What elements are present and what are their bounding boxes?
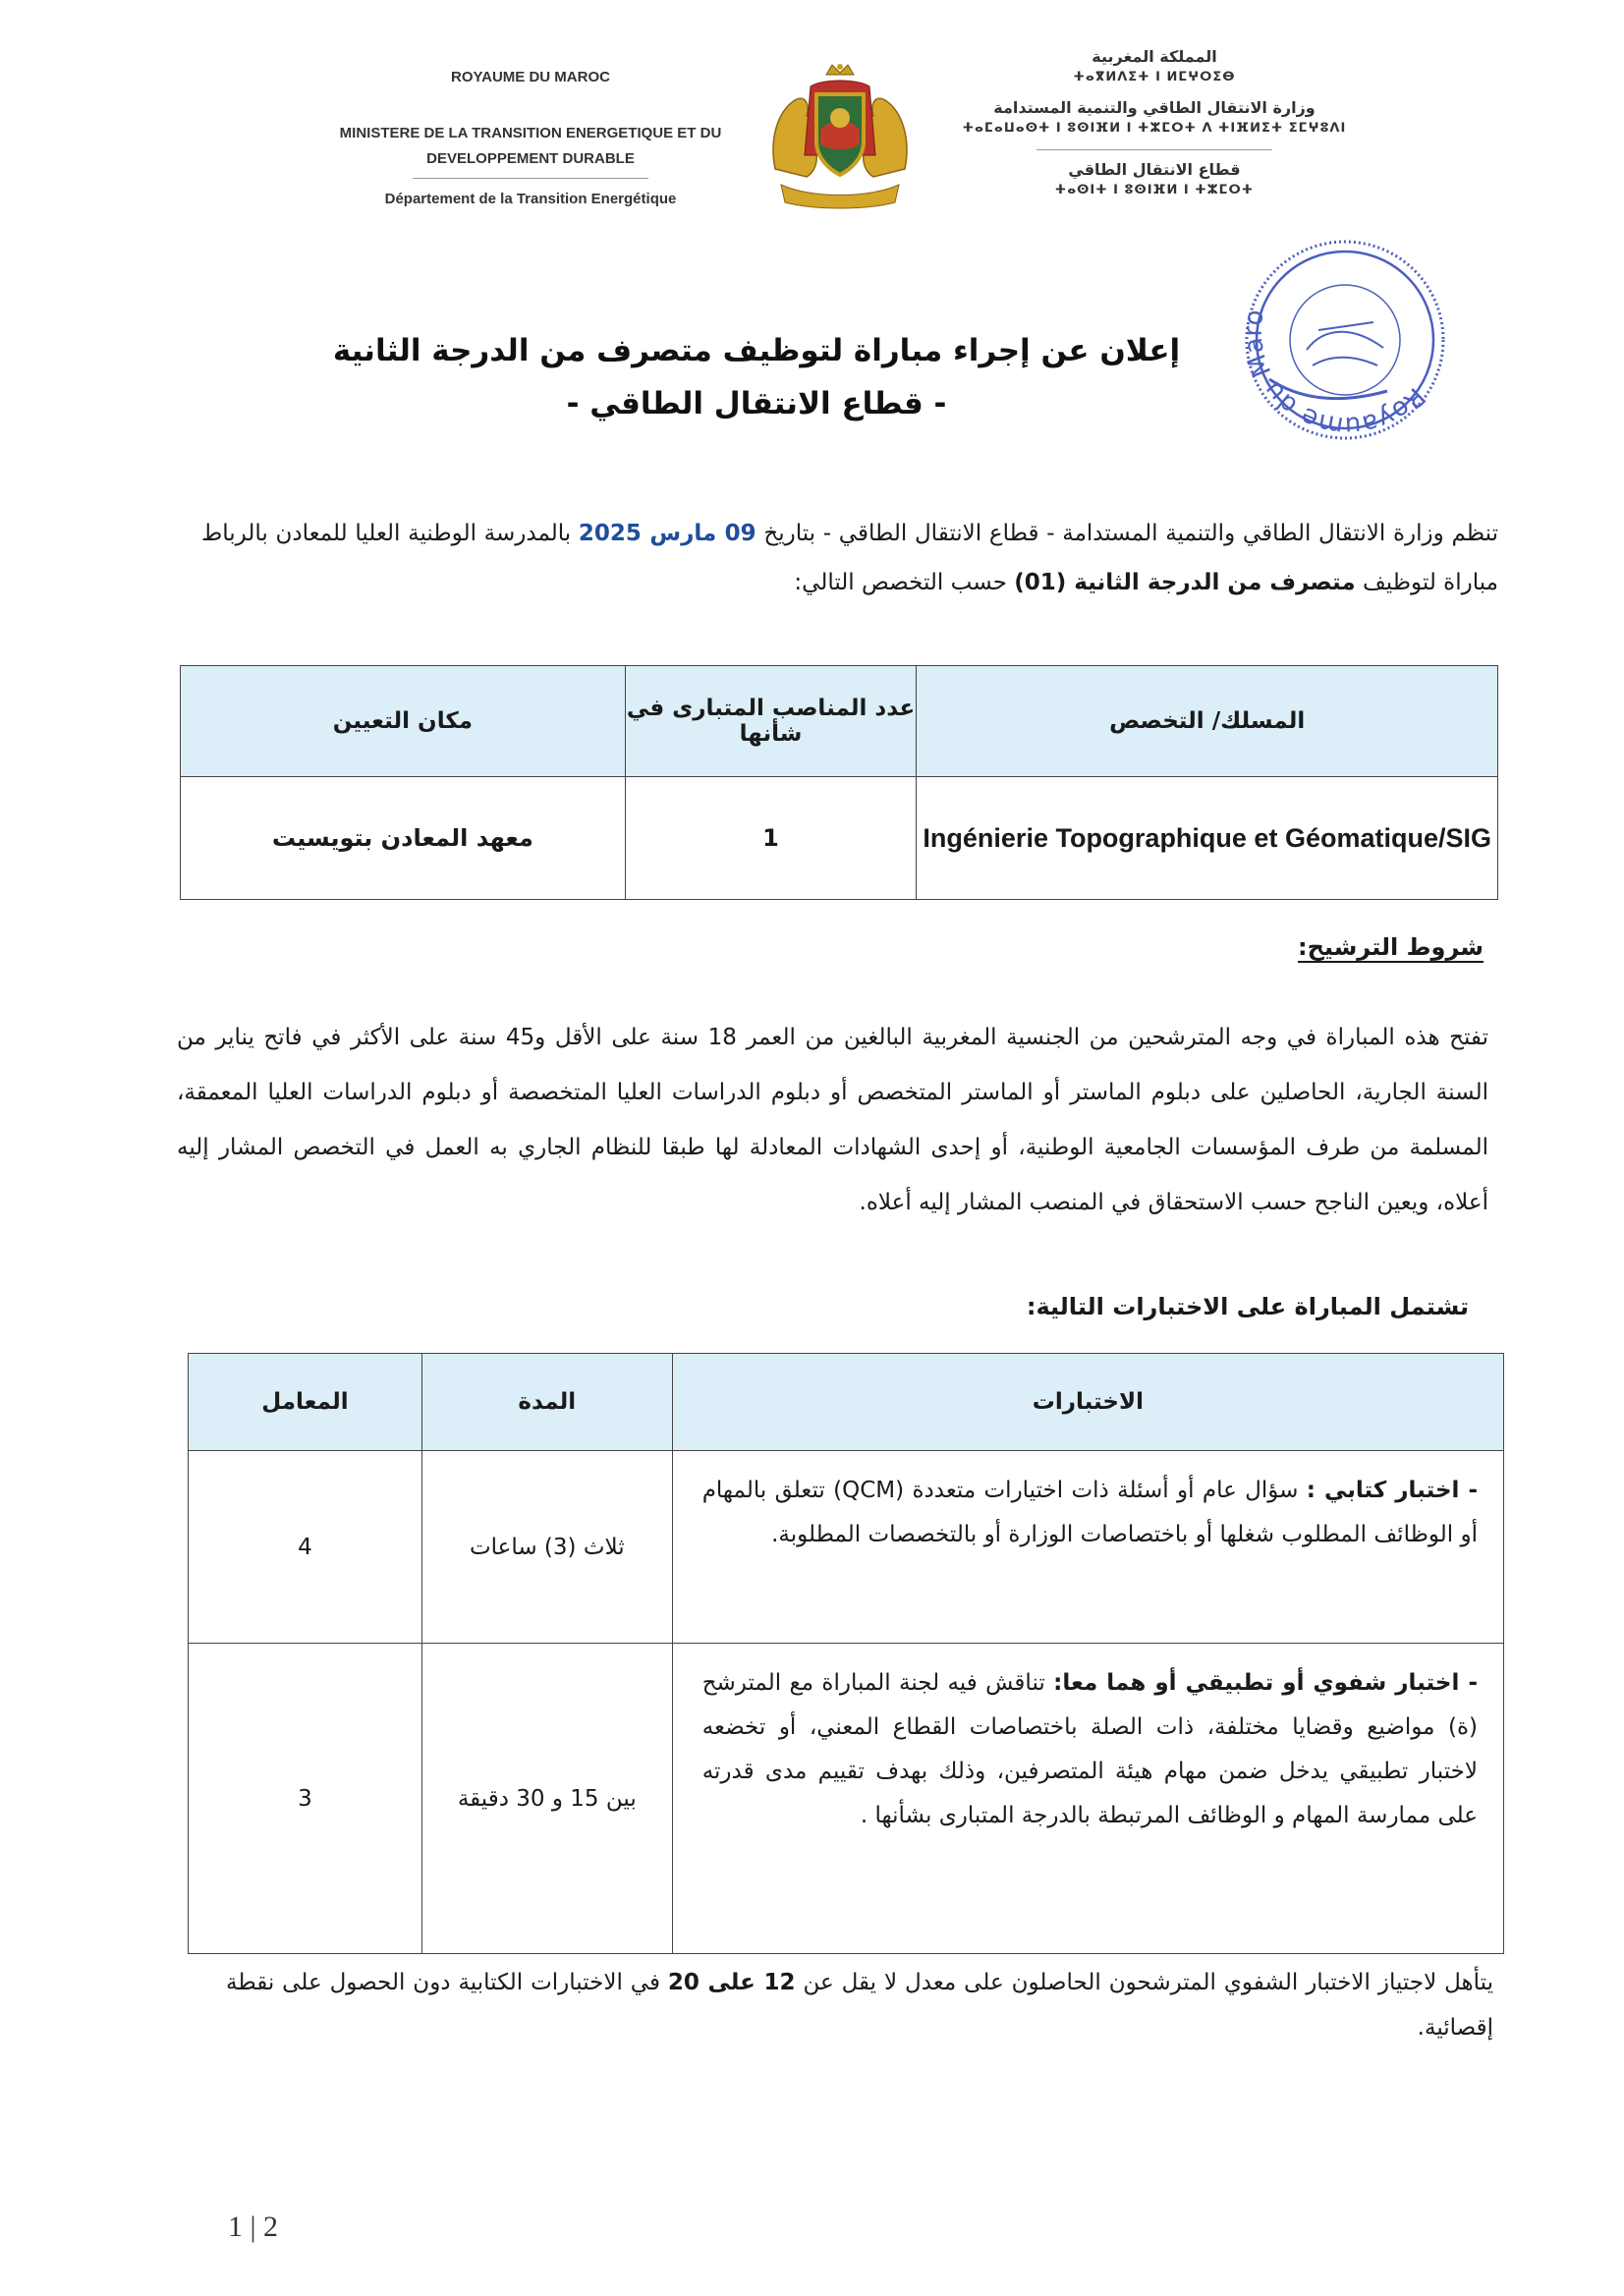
table-row xyxy=(189,1644,1504,1954)
intro-paragraph xyxy=(201,509,1498,607)
test-description-cell xyxy=(672,1451,1503,1644)
page-number: 1 | 2 xyxy=(228,2211,279,2243)
announcement-title xyxy=(295,324,1218,430)
test-name: - اختبار كتابي : xyxy=(1306,1478,1478,1503)
positions-table xyxy=(180,665,1498,900)
note-text-2: في الاختبارات الكتابية دون الحصول على نقطة إقصائية. xyxy=(226,1970,1493,2041)
duration-cell: بين 15 و 30 دقيقة xyxy=(421,1644,672,1954)
country-name-ar: المملكة المغربية xyxy=(1092,47,1217,66)
tests-table xyxy=(188,1353,1504,1954)
note-text-1: يتأهل لاجتياز الاختبار الشفوي المترشحون الحاصلون على معدل لا يقل عن xyxy=(795,1970,1494,1995)
tests-heading: تشتمل المباراة على الاختبارات التالية: xyxy=(1026,1293,1469,1320)
header-tests: الاختبارات xyxy=(672,1354,1503,1451)
location-cell: معهد المعادن بتويسيت xyxy=(181,777,626,900)
minimum-score: 12 على 20 xyxy=(667,1970,796,1995)
test-name: - اختبار شفوي أو تطبيقي أو هما معا: xyxy=(1053,1670,1478,1696)
test-description: سؤال عام أو أسئلة ذات اختيارات متعددة (QCM) تتعلق بالمهام أو الوظائف المطلوب شغلها أو باختصاصات الوزارة أو بالتخصصات المطلوبة. xyxy=(701,1478,1478,1547)
title-line-1: إعلان عن إجراء مباراة لتوظيف متصرف من الدرجة الثانية xyxy=(332,333,1181,368)
coefficient-cell: 4 xyxy=(189,1451,422,1644)
title-line-2: - قطاع الانتقال الطاقي - xyxy=(566,386,947,421)
header-location: مكان التعيين xyxy=(181,666,626,777)
count-cell: 1 xyxy=(625,777,917,900)
conditions-heading: شروط الترشيح: xyxy=(1298,933,1484,961)
intro-text-1: تنظم وزارة الانتقال الطاقي والتنمية المستدامة - قطاع الانتقال الطاقي - بتاريخ xyxy=(756,521,1498,546)
header-coefficient: المعامل xyxy=(189,1354,422,1451)
table-header-row xyxy=(189,1354,1504,1451)
table-row xyxy=(181,777,1498,900)
country-name-fr: ROYAUME DU MAROC xyxy=(451,69,610,85)
intro-text-3: حسب التخصص التالي: xyxy=(794,570,1015,595)
conditions-text: تفتح هذه المباراة في وجه المترشحين من الجنسية المغربية البالغين من العمر 18 سنة على الأقل و45 سنة على الأكثر في فاتح يناير من السنة الجارية، الحاصلين على دبلوم الماستر أو الماستر المتخصص أو دبلوم الدراسات العليا المتخصصة أو دبلوم الدراسات العليا المعمقة، المسلمة من طرف المؤسسات الجامعية الوطنية، أو إحدى الشهادات المعادلة لها طبقا للنظام الجاري به العمل في التخصص المشار إليه أعلاه، ويعين الناجح حسب الاستحقاق في المنصب المشار إليه أعلاه. xyxy=(177,1025,1488,1215)
ministry-name-tifinagh: ⵜⴰⵎⴰⵡⴰⵙⵜ ⵏ ⵓⵙⵏⴼⵍ ⵏ ⵜⵣⵎⵔⵜ ⴷ ⵜⵏⴼⵍⵉⵜ ⵉⵎⵖⵓⴷⵏ xyxy=(962,121,1347,136)
header-arabic xyxy=(958,47,1351,211)
svg-text:Royaume du Maroc: Royaume du Maroc xyxy=(1238,308,1431,441)
department-name-ar: قطاع الانتقال الطاقي xyxy=(1068,160,1241,179)
duration-cell: ثلاث (3) ساعات xyxy=(421,1451,672,1644)
test-description: تناقش فيه لجنة المباراة مع المترشح (ة) مواضيع وقضايا مختلفة، ذات الصلة باختصاصات القطاع المعني، أو تخضعه لاختبار تطبيقي يدخل ضمن مهام هيئة المتصرفين، وذلك بهدف تقييم مدى قدرته على ممارسة المهام و الوظائف المرتبطة بالدرجة المتبارى بشأنها . xyxy=(701,1670,1478,1828)
header-specialty: المسلك/ التخصص xyxy=(917,666,1498,777)
country-name-tifinagh: ⵜⴰⴳⵍⴷⵉⵜ ⵏ ⵍⵎⵖⵔⵉⴱ xyxy=(1073,70,1236,84)
department-name-fr: Département de la Transition Energétique xyxy=(384,191,677,207)
header-duration: المدة xyxy=(421,1354,672,1451)
coefficient-cell: 3 xyxy=(189,1644,422,1954)
department-name-tifinagh: ⵜⴰⵙⵏⵜ ⵏ ⵓⵙⵏⴼⵍ ⵏ ⵜⵣⵎⵔⵜ xyxy=(1054,183,1255,197)
ministry-name-ar: وزارة الانتقال الطاقي والتنمية المستدامة xyxy=(993,98,1316,117)
test-description-cell xyxy=(672,1644,1503,1954)
header-divider xyxy=(413,178,648,179)
header-count: عدد المناصب المتبارى في شأنها xyxy=(625,666,917,777)
header-divider-ar xyxy=(1036,149,1272,150)
intro-text-2: بالمدرسة الوطنية العليا للمعادن بالرباط مباراة لتوظيف xyxy=(201,521,1498,595)
ministry-name-fr-line2: DEVELOPPEMENT DURABLE xyxy=(426,150,635,167)
official-stamp-icon xyxy=(1230,232,1461,448)
qualification-note xyxy=(226,1960,1493,2050)
exam-date: 09 مارس 2025 xyxy=(578,521,756,546)
ministry-name-fr-line1: MINISTERE DE LA TRANSITION ENERGETIQUE ET DU xyxy=(339,125,722,141)
table-header-row xyxy=(181,666,1498,777)
header-french xyxy=(324,69,737,207)
coat-of-arms-icon xyxy=(761,61,919,210)
table-row xyxy=(189,1451,1504,1644)
specialty-cell: Ingénierie Topographique et Géomatique/SIG xyxy=(917,777,1498,900)
position-name: متصرف من الدرجة الثانية (01) xyxy=(1014,570,1356,595)
